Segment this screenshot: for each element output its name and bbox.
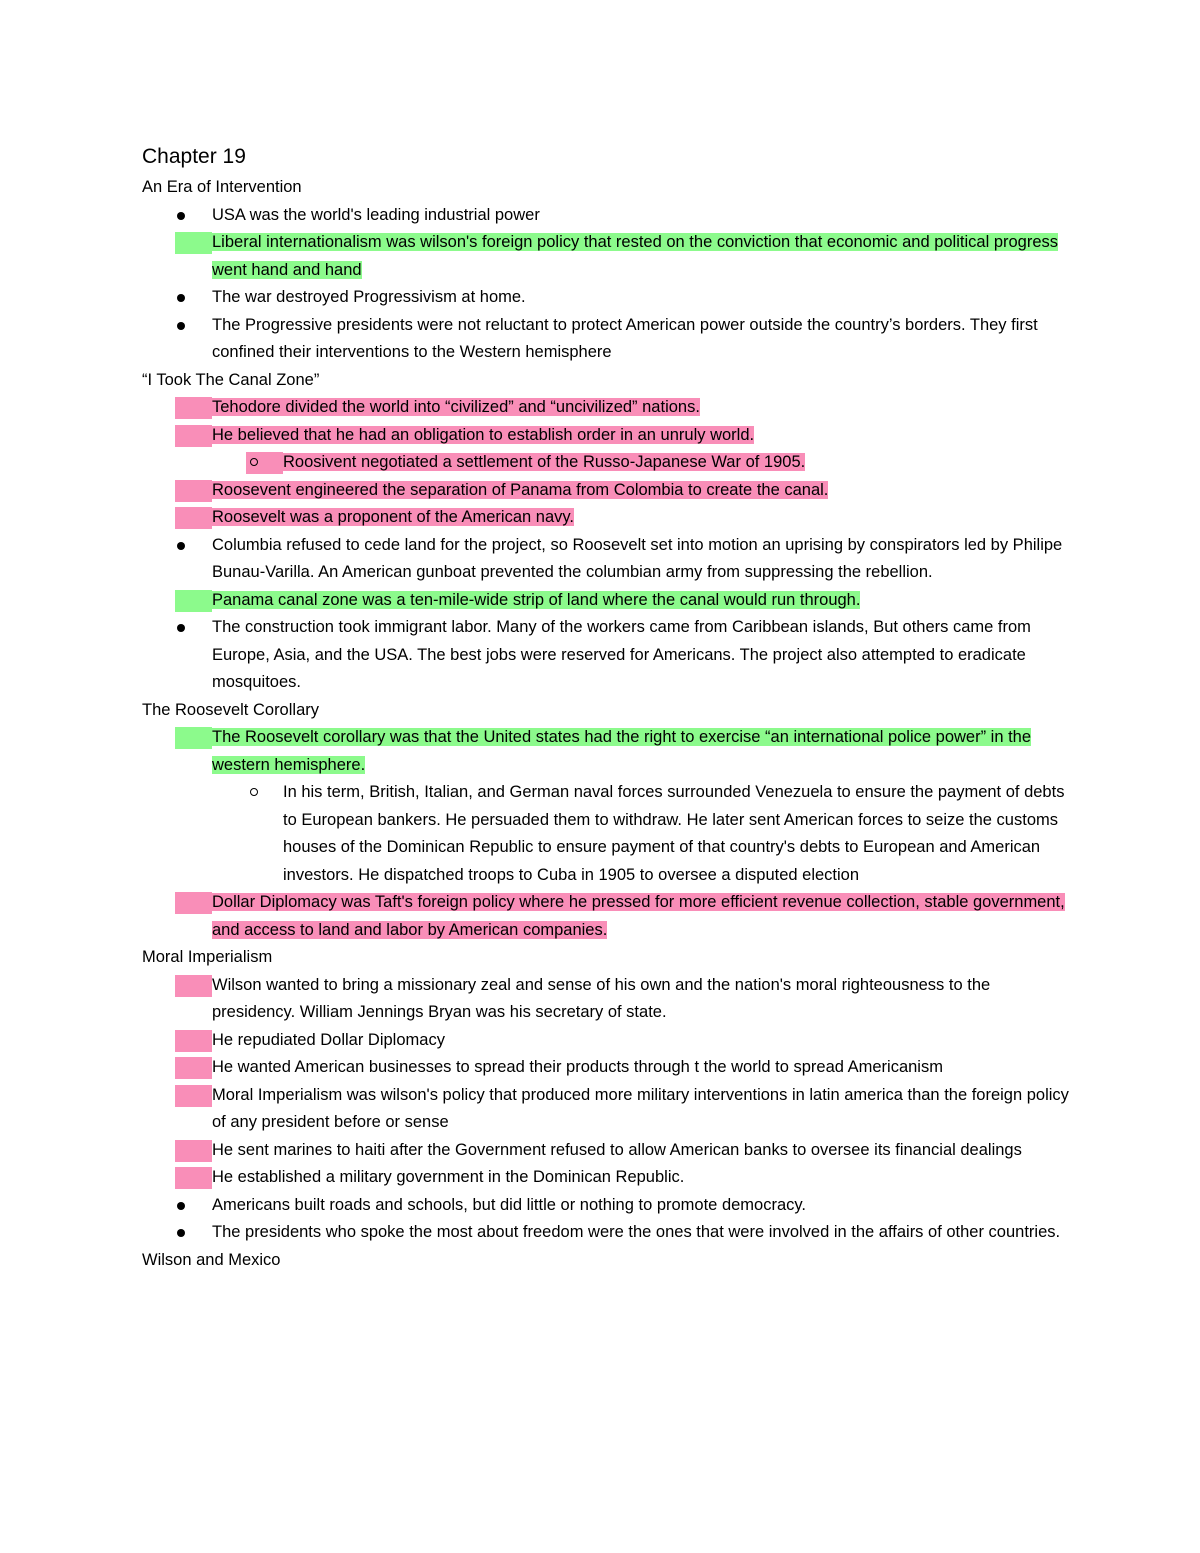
list-item <box>142 312 1072 367</box>
list-item-text: He believed that he had an obligation to establish order in an unruly world. <box>212 425 755 444</box>
bullet-list <box>142 724 1072 944</box>
bullet-icon <box>177 294 185 302</box>
list-item-highlighted <box>142 422 1072 450</box>
highlight-mark <box>175 425 212 447</box>
list-item-text: Roosevelt was a proponent of the American navy. <box>212 508 574 526</box>
bullet-icon <box>177 212 185 220</box>
section-heading: The Roosevelt Corollary <box>142 700 319 719</box>
section-heading: An Era of Intervention <box>142 178 302 196</box>
page-title: Chapter 19 <box>142 145 246 168</box>
list-item-text: He wanted American businesses to spread their products through t the world to spread Americanism <box>212 1058 943 1076</box>
list-item-text: Tehodore divided the world into “civilized” and “uncivilized” nations. <box>212 398 700 416</box>
list-item <box>142 532 1072 587</box>
list-item <box>142 1164 1072 1192</box>
hollow-bullet-icon <box>250 458 258 466</box>
highlight-mark <box>175 480 212 502</box>
list-item <box>142 284 1072 312</box>
list-item-text: The war destroyed Progressivism at home. <box>212 288 526 306</box>
list-item-text: Panama canal zone was a ten-mile-wide strip of land where the canal would run through. <box>212 590 861 609</box>
list-item-text: Wilson wanted to bring a missionary zeal and sense of his own and the nation's moral righteousness to the presidency. William Jennings Bryan was his secretary of state. <box>212 975 991 1021</box>
hollow-bullet-icon <box>250 788 258 796</box>
list-item-text: The Roosevelt corollary was that the United states had the right to exercise “an international police power” in the western hemisphere. <box>212 728 1032 774</box>
list-item <box>142 1027 1072 1055</box>
list-item-text: The presidents who spoke the most about freedom were the ones that were involved in the affairs of other countries. <box>212 1223 1061 1241</box>
list-item <box>142 1054 1072 1082</box>
bullet-icon <box>177 1202 185 1210</box>
bullet-icon <box>177 1229 185 1237</box>
highlight-mark <box>175 1030 212 1052</box>
list-item-highlighted <box>142 477 1072 505</box>
list-item <box>142 972 1072 1027</box>
list-item <box>142 614 1072 697</box>
bullet-icon <box>177 322 185 330</box>
list-item-highlighted <box>142 724 1072 779</box>
list-item-text: He established a military government in the Dominican Republic. <box>212 1168 685 1186</box>
highlight-mark <box>175 1140 212 1162</box>
highlight-mark <box>175 1167 212 1189</box>
list-item-text: He sent marines to haiti after the Government refused to allow American banks to oversee its financial dealings <box>212 1140 1022 1159</box>
bullet-icon <box>177 624 185 632</box>
highlight-mark <box>175 975 212 997</box>
sub-list-item-highlighted <box>142 449 1072 477</box>
list-item <box>142 1137 1072 1165</box>
sub-list-item <box>142 779 1072 889</box>
highlight-mark <box>175 232 212 254</box>
list-item-highlighted <box>142 394 1072 422</box>
highlight-mark <box>175 397 212 419</box>
list-item-text: Dollar Diplomacy was Taft's foreign policy where he pressed for more efficient revenue collection, stable government, and access to land and labor by American companies. <box>212 893 1065 939</box>
list-item-highlighted <box>142 504 1072 532</box>
list-item <box>142 202 1072 230</box>
bullet-list <box>142 972 1072 1247</box>
highlight-mark <box>175 507 212 529</box>
list-item-text: Americans built roads and schools, but did little or nothing to promote democracy. <box>212 1195 806 1214</box>
list-item-highlighted <box>142 889 1072 944</box>
document-content <box>142 142 1072 1274</box>
list-item-text: Moral Imperialism was wilson's policy that produced more military interventions in latin america than the foreign policy of any president before or sense <box>212 1085 1069 1131</box>
bullet-icon <box>177 542 185 550</box>
list-item-highlighted <box>142 587 1072 615</box>
list-item-text: In his term, British, Italian, and German naval forces surrounded Venezuela to ensure the payment of debts to European bankers. He persuaded them to withdraw. He later sent American forces to seize the customs houses of the Dominican Republic to ensure payment of that country's debts to European and American investors. He dispatched troops to Cuba in 1905 to oversee a disputed election <box>283 783 1065 884</box>
list-item <box>142 1192 1072 1220</box>
highlight-mark <box>175 892 212 914</box>
list-item-text: Roosevent engineered the separation of Panama from Colombia to create the canal. <box>212 480 829 499</box>
list-item-text: The Progressive presidents were not reluctant to protect American power outside the country’s borders. They first confined their interventions to the Western hemisphere <box>212 315 1038 361</box>
list-item-text: Roosivent negotiated a settlement of the Russo-Japanese War of 1905. <box>283 453 806 471</box>
list-item-text: He repudiated Dollar Diplomacy <box>212 1030 445 1049</box>
list-item-text: USA was the world's leading industrial power <box>212 205 540 224</box>
list-item-text: Liberal internationalism was wilson's foreign policy that rested on the conviction that economic and political progress went hand and hand <box>212 233 1059 279</box>
list-item <box>142 1219 1072 1247</box>
highlight-mark <box>175 1057 212 1079</box>
list-item-text: The construction took immigrant labor. Many of the workers came from Caribbean islands, But others came from Europe, Asia, and the USA. The best jobs were reserved for Americans. The project also attempted to eradicate mosquitoes. <box>212 618 1031 691</box>
section-heading: “I Took The Canal Zone” <box>142 370 320 389</box>
section-heading: Moral Imperialism <box>142 948 273 966</box>
list-item-highlighted <box>142 229 1072 284</box>
list-item-text: Columbia refused to cede land for the project, so Roosevelt set into motion an uprising by conspirators led by Philipe Bunau-Varilla. An American gunboat prevented the columbian army from suppressing the rebellion. <box>212 535 1063 581</box>
highlight-mark <box>175 590 212 612</box>
section-heading: Wilson and Mexico <box>142 1250 281 1269</box>
highlight-mark <box>175 727 212 749</box>
bullet-list <box>142 394 1072 697</box>
highlight-mark <box>175 1085 212 1107</box>
list-item <box>142 1082 1072 1137</box>
bullet-list <box>142 202 1072 367</box>
